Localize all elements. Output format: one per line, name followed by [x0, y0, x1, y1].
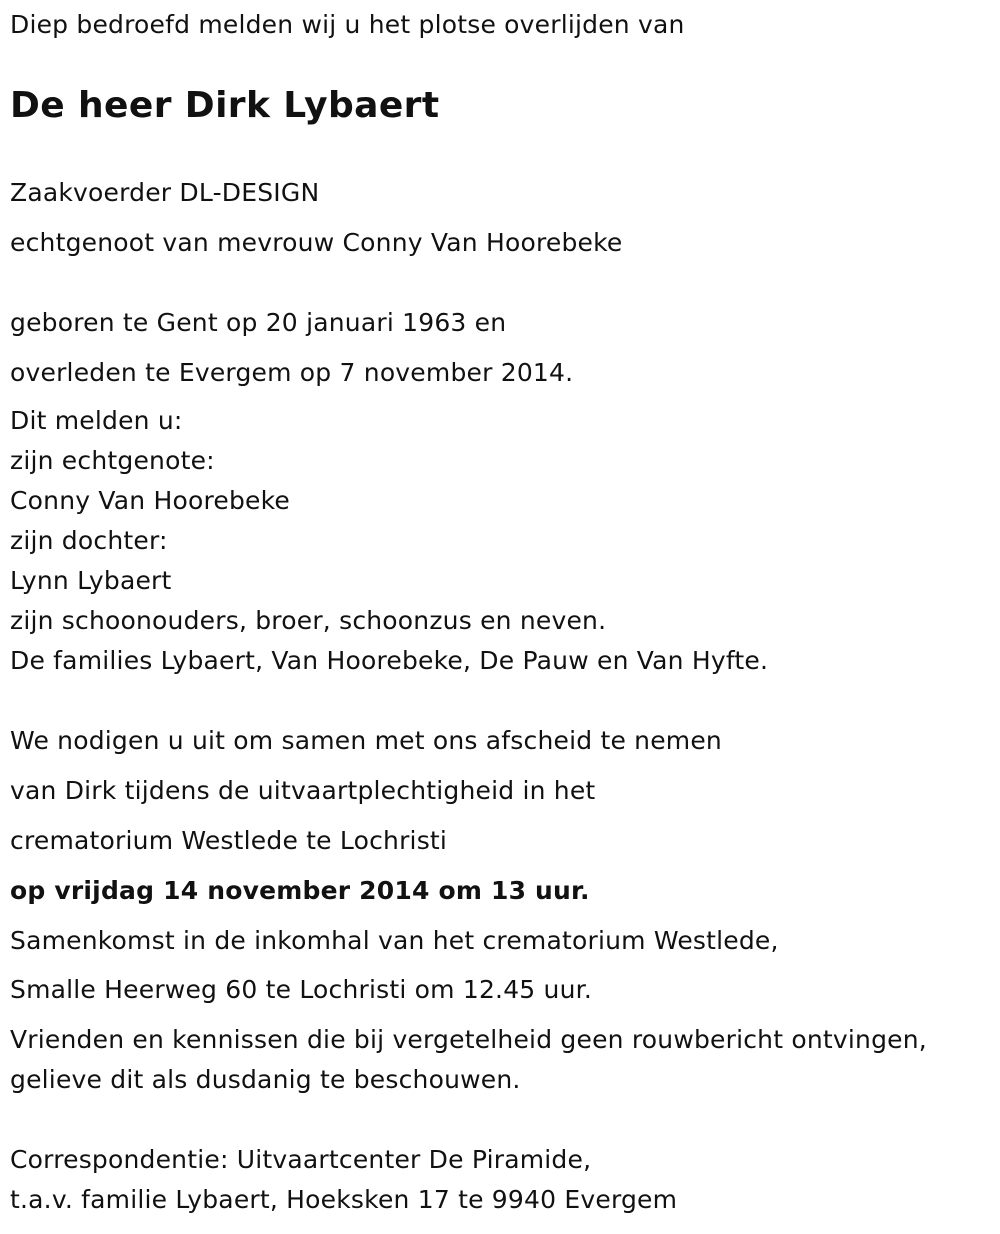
ceremony-location: crematorium Westlede te Lochristi	[10, 826, 448, 855]
invite-text: We nodigen u uit om samen met ons afscheid te nemen	[10, 726, 722, 755]
intro-text: Diep bedroefd melden wij u het plotse overlijden van	[10, 10, 685, 39]
family-line: zijn schoonouders, broer, schoonzus en neven.	[10, 606, 607, 635]
correspondence-address: t.a.v. familie Lybaert, Hoeksken 17 te 9940 Evergem	[10, 1185, 678, 1214]
family-line: zijn dochter:	[10, 526, 168, 555]
spouse-text: echtgenoot van mevrouw Conny Van Hoorebeke	[10, 228, 623, 257]
death-text: overleden te Evergem op 7 november 2014.	[10, 358, 574, 387]
family-intro: Dit melden u:	[10, 406, 183, 435]
meeting-address: Smalle Heerweg 60 te Lochristi om 12.45 uur.	[10, 975, 592, 1004]
correspondence-text: Correspondentie: Uitvaartcenter De Piramide,	[10, 1145, 592, 1174]
ceremony-date-time: op vrijdag 14 november 2014 om 13 uur.	[10, 876, 590, 905]
notice-text: Vrienden en kennissen die bij vergetelheid geen rouwbericht ontvingen,	[10, 1025, 927, 1054]
birth-text: geboren te Gent op 20 januari 1963 en	[10, 308, 507, 337]
meeting-text: Samenkomst in de inkomhal van het crematorium Westlede,	[10, 926, 779, 955]
family-line: zijn echtgenote:	[10, 446, 215, 475]
notice-text: gelieve dit als dusdanig te beschouwen.	[10, 1065, 521, 1094]
role-text: Zaakvoerder DL-DESIGN	[10, 178, 320, 207]
invite-text: van Dirk tijdens de uitvaartplechtigheid in het	[10, 776, 596, 805]
deceased-name: De heer Dirk Lybaert	[10, 85, 440, 126]
family-line: De families Lybaert, Van Hoorebeke, De Pauw en Van Hyfte.	[10, 646, 769, 675]
family-line: Conny Van Hoorebeke	[10, 486, 290, 515]
family-line: Lynn Lybaert	[10, 566, 172, 595]
